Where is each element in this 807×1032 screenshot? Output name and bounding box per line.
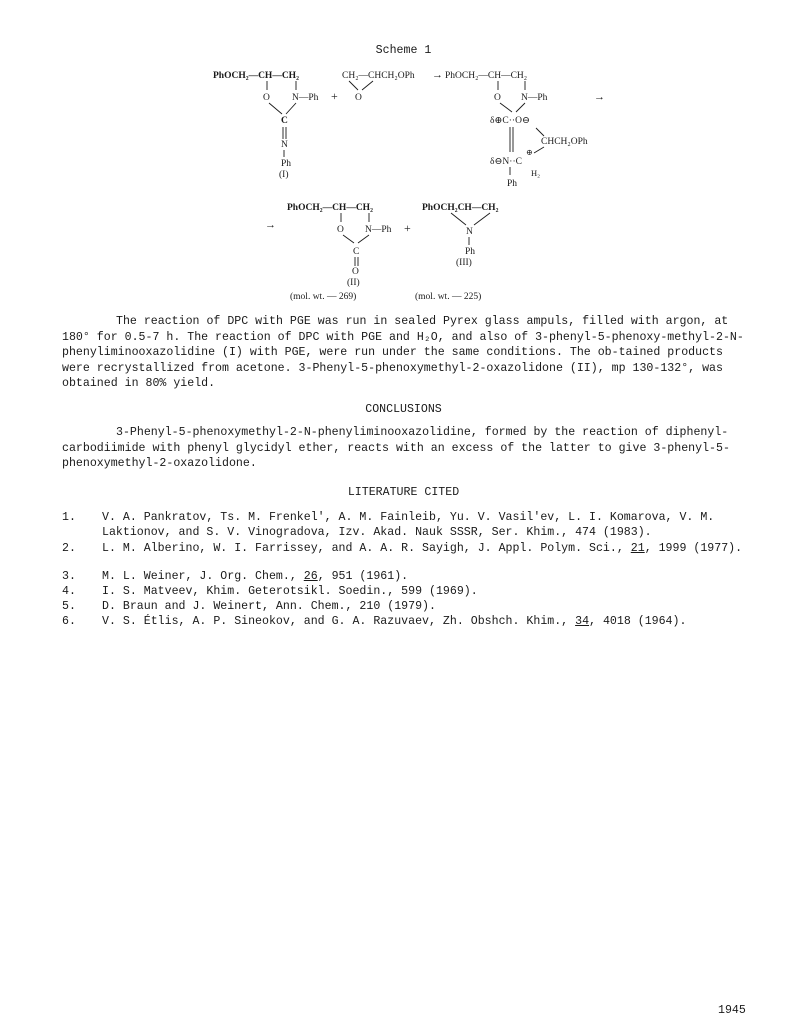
compound-i-nitrogen: N — [281, 140, 288, 150]
intermediate-nph: N—Ph — [521, 93, 548, 103]
reference-citation: V. A. Pankratov, Ts. M. Frenkel', A. M. Fainleib, Yu. V. Vasil'ev, L. I. Komarova, V. M. Laktionov, and S. V. Vinogradova, Izv. Akad. Nauk SSSR, Ser. Khim., 474 (1983). — [102, 511, 715, 539]
mol-wt-ii: (mol. wt. — 269) — [290, 292, 357, 302]
compound-ii-oxygen: O — [337, 225, 344, 235]
reference-text — [102, 569, 762, 584]
intermediate-chain: PhOCH₂—CH—CH₂ — [445, 71, 528, 81]
reference-text — [102, 599, 762, 614]
compound-i-nph: N—Ph — [292, 93, 319, 103]
page-number: 1945 — [718, 1004, 746, 1017]
mol-wt-iii: (mol. wt. — 225) — [415, 292, 482, 302]
compound-ii-carbon: C — [353, 247, 360, 257]
reaction-arrow-2: → — [594, 91, 605, 103]
compound-i-phenyl: Ph — [281, 159, 292, 169]
reference-number: 3. — [62, 570, 76, 583]
intermediate-h2: H₂ — [531, 168, 541, 178]
compound-iii-phenyl: Ph — [465, 247, 476, 257]
reference-text — [102, 510, 762, 540]
intermediate-plus-charge: ⊕ — [526, 148, 533, 157]
reaction-arrow-3: → — [265, 219, 276, 231]
compound-ii-carbonyl-oxygen: O — [352, 267, 359, 277]
intermediate-oxygen: O — [494, 93, 501, 103]
reference-volume: 26 — [303, 570, 318, 583]
compound-i-oxygen: O — [263, 93, 270, 103]
plus-sign-2: + — [404, 221, 411, 235]
compound-ii-nph: N—Ph — [365, 225, 392, 235]
reference-number: 4. — [62, 585, 76, 598]
reference-citation: M. L. Weiner, J. Org. Chem., — [102, 570, 304, 583]
reference-pages: , 951 (1961). — [317, 570, 409, 583]
reference-pages: , 4018 (1964). — [589, 615, 687, 628]
pge-oxygen: O — [355, 93, 362, 103]
reaction-scheme — [0, 0, 807, 310]
compound-i-carbon: C — [281, 116, 288, 126]
compound-ii-chain: PhOCH₂—CH—CH₂ — [287, 203, 373, 213]
reference-text — [102, 614, 762, 629]
compound-iii-nitrogen: N — [466, 227, 473, 237]
scheme-title: Scheme 1 — [375, 44, 432, 57]
reaction-arrow-1: → — [432, 69, 443, 81]
intermediate-carbon-delta: δ⊕C··O⊖ — [490, 116, 530, 126]
reference-volume: 34 — [575, 615, 590, 628]
experimental-paragraph: The reaction of DPC with PGE was run in sealed Pyrex glass ampuls, filled with argon, at 180° for 0.5-7 h. The reaction of DPC with PGE and H₂O, and also of 3-phenyl-5-phenoxy-methyl-2-N-phenyliminooxazolidine (I) with PGE, were run under the same conditions. The ob-tained products were recrystallized from acetone. 3-Phenyl-5-phenoxymethyl-2-oxazolidone (II), mp 130-132°, was obtained in 80% yield. — [62, 315, 744, 390]
reference-text — [102, 541, 762, 556]
compound-ii-label: (II) — [347, 278, 360, 288]
pge-chain: CH₂—CHCH₂OPh — [342, 71, 415, 81]
compound-iii-label: (III) — [456, 258, 472, 268]
conclusions-text: 3-Phenyl-5-phenoxymethyl-2-N-phenyliminooxazolidine, formed by the reaction of diphenyl-carbodiimide with phenyl glycidyl ether, reacts with an excess of the latter to give 3-phenyl-5-phenoxymethyl-2-oxazolidone. — [62, 426, 730, 470]
reference-number: 6. — [62, 615, 76, 628]
compound-iii-chain: PhOCH₂CH—CH₂ — [422, 203, 499, 213]
compound-i-label: (I) — [279, 170, 289, 180]
reference-text — [102, 584, 762, 599]
literature-heading: LITERATURE CITED — [347, 486, 460, 499]
reference-number: 5. — [62, 600, 76, 613]
intermediate-phenyl: Ph — [507, 179, 518, 189]
reference-citation: I. S. Matveev, Khim. Geterotsikl. Soedin., 599 (1969). — [102, 585, 478, 598]
intermediate-chch2oph: CHCH₂OPh — [541, 137, 588, 147]
reference-number: 1. — [62, 511, 76, 524]
reference-citation: D. Braun and J. Weinert, Ann. Chem., 210 (1979). — [102, 600, 436, 613]
reference-citation: V. S. Étlis, A. P. Sineokov, and G. A. Razuvaev, Zh. Obshch. Khim., — [102, 615, 576, 628]
reference-citation: L. M. Alberino, W. I. Farrissey, and A. A. R. Sayigh, J. Appl. Polym. Sci., — [102, 542, 631, 555]
plus-sign-1: + — [331, 89, 338, 103]
reference-number: 2. — [62, 542, 76, 555]
reference-volume: 21 — [630, 542, 645, 555]
intermediate-nitrogen-delta: δ⊖N··C — [490, 157, 522, 167]
reference-pages: , 1999 (1977). — [644, 542, 743, 555]
compound-i-chain: PhOCH₂—CH—CH₂ — [213, 71, 299, 81]
conclusions-heading: CONCLUSIONS — [365, 403, 442, 416]
